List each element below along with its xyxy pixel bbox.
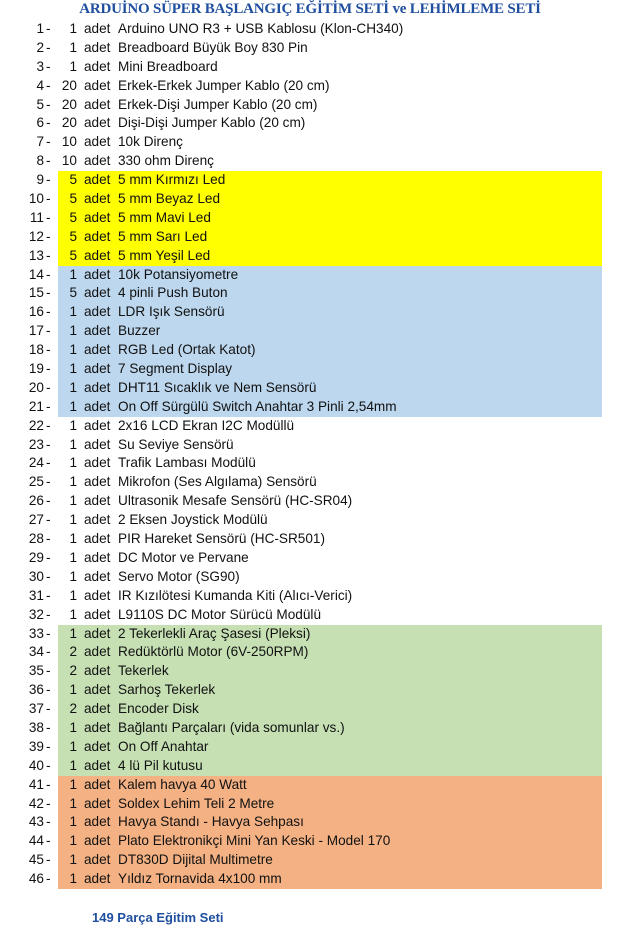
item-description: Dişi-Dişi Jumper Kablo (20 cm) xyxy=(118,115,306,131)
item-unit: adet xyxy=(84,58,111,74)
list-item xyxy=(0,360,620,379)
item-unit: adet xyxy=(84,512,111,528)
item-unit: adet xyxy=(84,644,111,660)
item-unit: adet xyxy=(84,587,111,603)
item-description: 7 Segment Display xyxy=(118,361,233,377)
item-separator: - xyxy=(46,814,51,830)
item-number: 19 xyxy=(28,361,44,377)
item-description: 5 mm Beyaz Led xyxy=(118,191,220,207)
item-quantity: 10 xyxy=(61,153,77,169)
item-unit: adet xyxy=(84,719,111,735)
item-description: Ultrasonik Mesafe Sensörü (HC-SR04) xyxy=(118,493,353,509)
item-separator: - xyxy=(46,361,51,377)
list-item xyxy=(0,473,620,492)
item-number: 2 xyxy=(36,39,44,55)
item-description: RGB Led (Ortak Katot) xyxy=(118,342,256,358)
item-number: 14 xyxy=(28,266,44,282)
item-number: 32 xyxy=(28,606,44,622)
item-separator: - xyxy=(46,871,51,887)
item-separator: - xyxy=(46,209,51,225)
item-description: On Off Anahtar xyxy=(118,738,209,754)
item-number: 37 xyxy=(28,701,44,717)
item-unit: adet xyxy=(84,474,111,490)
list-item xyxy=(0,511,620,530)
list-item xyxy=(0,209,620,228)
list-item xyxy=(0,700,620,719)
item-description: 4 pinli Push Buton xyxy=(118,285,228,301)
item-number: 45 xyxy=(28,852,44,868)
item-quantity: 1 xyxy=(69,833,77,849)
list-item xyxy=(0,757,620,776)
item-description: Kalem havya 40 Watt xyxy=(118,776,247,792)
list-item xyxy=(0,851,620,870)
item-description: 4 lü Pil kutusu xyxy=(118,757,203,773)
list-item xyxy=(0,190,620,209)
item-number: 20 xyxy=(28,379,44,395)
item-description: DT830D Dijital Multimetre xyxy=(118,852,273,868)
item-unit: adet xyxy=(84,531,111,547)
item-separator: - xyxy=(46,228,51,244)
list-item xyxy=(0,662,620,681)
item-quantity: 1 xyxy=(69,58,77,74)
item-unit: adet xyxy=(84,606,111,622)
list-item xyxy=(0,568,620,587)
item-number: 46 xyxy=(28,871,44,887)
item-quantity: 1 xyxy=(69,512,77,528)
list-item xyxy=(0,77,620,96)
item-unit: adet xyxy=(84,172,111,188)
item-number: 38 xyxy=(28,719,44,735)
item-unit: adet xyxy=(84,247,111,263)
item-quantity: 1 xyxy=(69,266,77,282)
list-item xyxy=(0,813,620,832)
item-quantity: 1 xyxy=(69,852,77,868)
item-unit: adet xyxy=(84,361,111,377)
list-item xyxy=(0,247,620,266)
list-item xyxy=(0,832,620,851)
item-unit: adet xyxy=(84,738,111,754)
item-unit: adet xyxy=(84,379,111,395)
item-number: 13 xyxy=(28,247,44,263)
list-item xyxy=(0,436,620,455)
item-separator: - xyxy=(46,285,51,301)
item-quantity: 1 xyxy=(69,587,77,603)
list-item xyxy=(0,133,620,152)
item-description: Su Seviye Sensörü xyxy=(118,436,234,452)
item-unit: adet xyxy=(84,455,111,471)
item-description: Redüktörlü Motor (6V-250RPM) xyxy=(118,644,309,660)
list-item xyxy=(0,20,620,39)
item-description: Mikrofon (Ses Algılama) Sensörü xyxy=(118,474,317,490)
item-number: 30 xyxy=(28,568,44,584)
item-quantity: 20 xyxy=(61,77,77,93)
item-description: Yıldız Tornavida 4x100 mm xyxy=(118,871,282,887)
item-quantity: 2 xyxy=(69,701,77,717)
list-item xyxy=(0,322,620,341)
item-separator: - xyxy=(46,833,51,849)
list-item xyxy=(0,96,620,115)
item-unit: adet xyxy=(84,323,111,339)
item-unit: adet xyxy=(84,191,111,207)
item-separator: - xyxy=(46,77,51,93)
list-item xyxy=(0,549,620,568)
item-quantity: 1 xyxy=(69,417,77,433)
list-item xyxy=(0,39,620,58)
item-separator: - xyxy=(46,58,51,74)
item-number: 43 xyxy=(28,814,44,830)
item-separator: - xyxy=(46,757,51,773)
item-separator: - xyxy=(46,512,51,528)
item-quantity: 1 xyxy=(69,531,77,547)
item-number: 36 xyxy=(28,682,44,698)
item-separator: - xyxy=(46,493,51,509)
item-unit: adet xyxy=(84,228,111,244)
item-separator: - xyxy=(46,738,51,754)
item-number: 33 xyxy=(28,625,44,641)
item-unit: adet xyxy=(84,493,111,509)
item-number: 25 xyxy=(28,474,44,490)
item-quantity: 1 xyxy=(69,474,77,490)
item-separator: - xyxy=(46,568,51,584)
list-item xyxy=(0,171,620,190)
item-separator: - xyxy=(46,587,51,603)
list-item xyxy=(0,303,620,322)
total-parts-footer: 149 Parça Eğitim Seti xyxy=(92,910,224,925)
item-description: On Off Sürgülü Switch Anahtar 3 Pinli 2,54mm xyxy=(118,398,397,414)
item-unit: adet xyxy=(84,814,111,830)
item-description: 5 mm Mavi Led xyxy=(118,209,211,225)
item-separator: - xyxy=(46,625,51,641)
item-quantity: 1 xyxy=(69,323,77,339)
item-number: 17 xyxy=(28,323,44,339)
item-number: 1 xyxy=(36,21,44,36)
item-number: 8 xyxy=(36,153,44,169)
item-unit: adet xyxy=(84,568,111,584)
item-number: 5 xyxy=(36,96,44,112)
item-unit: adet xyxy=(84,436,111,452)
item-number: 39 xyxy=(28,738,44,754)
item-quantity: 1 xyxy=(69,568,77,584)
list-item xyxy=(0,795,620,814)
item-separator: - xyxy=(46,644,51,660)
item-unit: adet xyxy=(84,625,111,641)
item-separator: - xyxy=(46,191,51,207)
item-number: 40 xyxy=(28,757,44,773)
item-separator: - xyxy=(46,323,51,339)
item-quantity: 5 xyxy=(69,285,77,301)
item-unit: adet xyxy=(84,115,111,131)
item-description: 2 Tekerlekli Araç Şasesi (Pleksi) xyxy=(118,625,311,641)
item-separator: - xyxy=(46,436,51,452)
item-separator: - xyxy=(46,795,51,811)
item-unit: adet xyxy=(84,398,111,414)
item-quantity: 20 xyxy=(61,96,77,112)
item-unit: adet xyxy=(84,96,111,112)
item-quantity: 1 xyxy=(69,549,77,565)
list-item xyxy=(0,625,620,644)
item-number: 7 xyxy=(36,134,44,150)
item-number: 34 xyxy=(28,644,44,660)
item-description: Buzzer xyxy=(118,323,161,339)
item-description: Encoder Disk xyxy=(118,701,199,717)
list-item xyxy=(0,266,620,285)
list-item xyxy=(0,870,620,889)
item-number: 12 xyxy=(28,228,44,244)
item-quantity: 1 xyxy=(69,455,77,471)
item-quantity: 1 xyxy=(69,398,77,414)
item-unit: adet xyxy=(84,209,111,225)
item-quantity: 10 xyxy=(61,134,77,150)
item-description: 2 Eksen Joystick Modülü xyxy=(118,512,268,528)
item-separator: - xyxy=(46,682,51,698)
item-separator: - xyxy=(46,852,51,868)
item-number: 26 xyxy=(28,493,44,509)
item-quantity: 1 xyxy=(69,719,77,735)
list-item xyxy=(0,454,620,473)
item-separator: - xyxy=(46,266,51,282)
item-unit: adet xyxy=(84,795,111,811)
item-description: Bağlantı Parçaları (vida somunlar vs.) xyxy=(118,719,345,735)
parts-list xyxy=(0,20,620,889)
item-description: Erkek-Dişi Jumper Kablo (20 cm) xyxy=(118,96,318,112)
item-quantity: 5 xyxy=(69,172,77,188)
item-separator: - xyxy=(46,549,51,565)
item-description: Arduino UNO R3 + USB Kablosu (Klon-CH340) xyxy=(118,21,404,36)
item-description: DHT11 Sıcaklık ve Nem Sensörü xyxy=(118,379,317,395)
item-quantity: 1 xyxy=(69,776,77,792)
item-description: Trafik Lambası Modülü xyxy=(118,455,256,471)
list-item xyxy=(0,114,620,133)
item-description: 5 mm Sarı Led xyxy=(118,228,208,244)
item-number: 6 xyxy=(36,115,44,131)
item-description: LDR Işık Sensörü xyxy=(118,304,225,320)
item-number: 4 xyxy=(36,77,44,93)
item-unit: adet xyxy=(84,757,111,773)
item-number: 24 xyxy=(28,455,44,471)
item-quantity: 1 xyxy=(69,39,77,55)
item-quantity: 1 xyxy=(69,625,77,641)
item-unit: adet xyxy=(84,663,111,679)
item-number: 21 xyxy=(28,398,44,414)
item-unit: adet xyxy=(84,153,111,169)
list-item xyxy=(0,776,620,795)
list-item xyxy=(0,606,620,625)
item-unit: adet xyxy=(84,833,111,849)
item-quantity: 5 xyxy=(69,191,77,207)
item-number: 18 xyxy=(28,342,44,358)
item-number: 16 xyxy=(28,304,44,320)
item-unit: adet xyxy=(84,266,111,282)
item-unit: adet xyxy=(84,417,111,433)
list-item xyxy=(0,492,620,511)
list-item xyxy=(0,719,620,738)
item-quantity: 1 xyxy=(69,342,77,358)
list-item xyxy=(0,58,620,77)
item-separator: - xyxy=(46,342,51,358)
list-item xyxy=(0,643,620,662)
item-quantity: 1 xyxy=(69,738,77,754)
item-separator: - xyxy=(46,96,51,112)
item-number: 27 xyxy=(28,512,44,528)
item-separator: - xyxy=(46,398,51,414)
list-item xyxy=(0,379,620,398)
item-quantity: 1 xyxy=(69,757,77,773)
item-quantity: 1 xyxy=(69,379,77,395)
item-description: Sarhoş Tekerlek xyxy=(118,682,216,698)
item-unit: adet xyxy=(84,871,111,887)
list-item xyxy=(0,417,620,436)
item-unit: adet xyxy=(84,342,111,358)
list-item xyxy=(0,587,620,606)
item-quantity: 5 xyxy=(69,228,77,244)
list-item xyxy=(0,398,620,417)
item-unit: adet xyxy=(84,776,111,792)
document-title: ARDUİNO SÜPER BAŞLANGIÇ EĞİTİM SETİ ve LEHİMLEME SETİ xyxy=(79,1,541,17)
item-description: Havya Standı - Havya Sehpası xyxy=(118,814,304,830)
item-description: Servo Motor (SG90) xyxy=(118,568,240,584)
item-quantity: 1 xyxy=(69,493,77,509)
item-unit: adet xyxy=(84,682,111,698)
item-separator: - xyxy=(46,153,51,169)
item-unit: adet xyxy=(84,77,111,93)
list-item xyxy=(0,341,620,360)
item-description: Tekerlek xyxy=(118,663,169,679)
item-unit: adet xyxy=(84,701,111,717)
item-number: 11 xyxy=(29,209,44,225)
item-separator: - xyxy=(46,172,51,188)
item-separator: - xyxy=(46,455,51,471)
item-number: 15 xyxy=(28,285,44,301)
item-separator: - xyxy=(46,417,51,433)
item-unit: adet xyxy=(84,285,111,301)
item-description: 2x16 LCD Ekran I2C Modüllü xyxy=(118,417,295,433)
item-quantity: 5 xyxy=(69,209,77,225)
item-quantity: 2 xyxy=(69,644,77,660)
item-quantity: 1 xyxy=(69,21,77,36)
item-number: 44 xyxy=(28,833,44,849)
item-unit: adet xyxy=(84,21,111,36)
list-item xyxy=(0,530,620,549)
item-unit: adet xyxy=(84,304,111,320)
list-item xyxy=(0,284,620,303)
item-quantity: 2 xyxy=(69,663,77,679)
item-description: Breadboard Büyük Boy 830 Pin xyxy=(118,39,308,55)
item-description: Mini Breadboard xyxy=(118,58,218,74)
item-separator: - xyxy=(46,663,51,679)
item-separator: - xyxy=(46,115,51,131)
item-description: 10k Direnç xyxy=(118,134,183,150)
item-description: DC Motor ve Pervane xyxy=(118,549,249,565)
item-quantity: 5 xyxy=(69,247,77,263)
item-description: 330 ohm Direnç xyxy=(118,153,214,169)
item-separator: - xyxy=(46,719,51,735)
item-unit: adet xyxy=(84,39,111,55)
item-separator: - xyxy=(46,39,51,55)
item-separator: - xyxy=(46,531,51,547)
item-quantity: 1 xyxy=(69,436,77,452)
item-description: PIR Hareket Sensörü (HC-SR501) xyxy=(118,531,325,547)
item-separator: - xyxy=(46,21,51,36)
item-quantity: 1 xyxy=(69,871,77,887)
item-description: Soldex Lehim Teli 2 Metre xyxy=(118,795,275,811)
item-number: 10 xyxy=(28,191,44,207)
item-quantity: 20 xyxy=(61,115,77,131)
list-item xyxy=(0,681,620,700)
item-number: 35 xyxy=(28,663,44,679)
list-item xyxy=(0,228,620,247)
item-number: 29 xyxy=(28,549,44,565)
item-description: L9110S DC Motor Sürücü Modülü xyxy=(118,606,322,622)
item-number: 3 xyxy=(36,58,44,74)
item-description: 10k Potansiyometre xyxy=(118,266,239,282)
item-quantity: 1 xyxy=(69,304,77,320)
item-number: 28 xyxy=(28,531,44,547)
item-unit: adet xyxy=(84,549,111,565)
item-separator: - xyxy=(46,304,51,320)
item-description: Erkek-Erkek Jumper Kablo (20 cm) xyxy=(118,77,330,93)
item-number: 23 xyxy=(28,436,44,452)
item-number: 9 xyxy=(36,172,44,188)
item-description: Plato Elektronikçi Mini Yan Keski - Model 170 xyxy=(118,833,391,849)
item-quantity: 1 xyxy=(69,795,77,811)
item-number: 42 xyxy=(28,795,44,811)
item-number: 41 xyxy=(28,776,44,792)
item-separator: - xyxy=(46,701,51,717)
item-separator: - xyxy=(46,247,51,263)
item-unit: adet xyxy=(84,852,111,868)
item-separator: - xyxy=(46,776,51,792)
item-number: 22 xyxy=(28,417,44,433)
item-description: 5 mm Yeşil Led xyxy=(118,247,211,263)
item-separator: - xyxy=(46,134,51,150)
item-quantity: 1 xyxy=(69,814,77,830)
list-item xyxy=(0,738,620,757)
item-separator: - xyxy=(46,379,51,395)
item-unit: adet xyxy=(84,134,111,150)
item-number: 31 xyxy=(28,587,44,603)
item-quantity: 1 xyxy=(69,606,77,622)
item-separator: - xyxy=(46,474,51,490)
list-item xyxy=(0,152,620,171)
item-separator: - xyxy=(46,606,51,622)
item-description: 5 mm Kırmızı Led xyxy=(118,172,226,188)
item-description: IR Kızılötesi Kumanda Kiti (Alıcı-Verici) xyxy=(118,587,353,603)
item-quantity: 1 xyxy=(69,682,77,698)
item-quantity: 1 xyxy=(69,361,77,377)
